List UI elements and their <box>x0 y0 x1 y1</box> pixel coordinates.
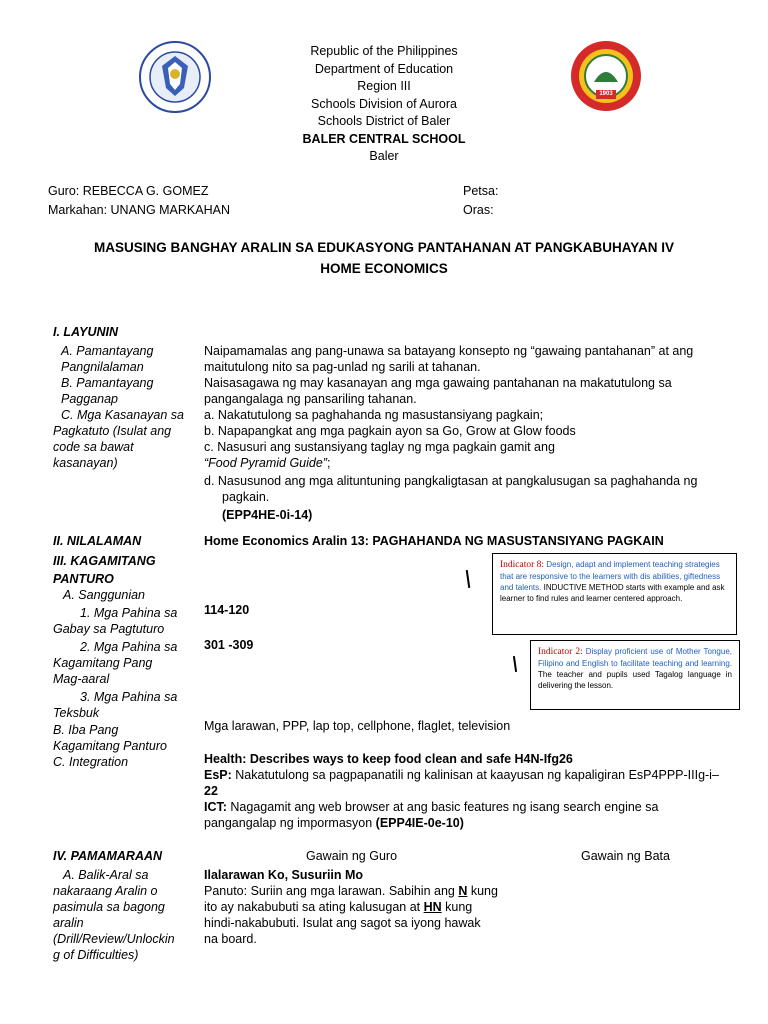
indicator-8-desc: Design, adapt and implement teaching strategies that are responsive to the learners with dis abilities, giftedness and talents. <box>500 560 721 592</box>
section-layunin: I. LAYUNIN <box>53 325 119 339</box>
activity-text: na board. <box>204 932 257 946</box>
label-teksbuk: Teksbuk <box>53 706 100 720</box>
label-integration: C. Integration <box>53 755 129 769</box>
label-b: Pagganap <box>61 392 119 406</box>
kasanayan-b: b. Napapangkat ang mga pagkain ayon sa Go, Grow at Glow foods <box>204 424 576 438</box>
label-c: kasanayan) <box>53 456 118 470</box>
label-balik-aral: g of Difficulties) <box>53 948 139 962</box>
guro-header: Gawain ng Guro <box>306 849 398 863</box>
kasanayan-d: d. Nasusunod ang mga alituntuning pangkaligtasan at pangkalusugan sa paghahanda ng <box>204 474 698 488</box>
label-c: C. Mga Kasanayan sa <box>61 408 184 422</box>
activity-text: Panuto: Suriin ang mga larawan. Sabihin ang <box>204 884 459 898</box>
label-a: A. Pamantayang <box>61 344 154 358</box>
indicator-2-label: Indicator 2: <box>538 647 583 657</box>
kagamitan-labels <box>53 587 203 770</box>
kasanayan-c-guide: “Food Pyramid Guide” <box>204 456 327 470</box>
layunin-labels <box>53 343 203 471</box>
label-balik-aral: A. Balik-Aral sa <box>63 868 149 882</box>
oras-field: Oras: <box>463 203 494 217</box>
label-gabay: Gabay sa Pagtuturo <box>53 622 165 636</box>
header-line: Schools Division of Aurora <box>311 96 457 111</box>
pamantayang-pangnilalaman: Naipamamalas ang pang-unawa sa batayang konsepto ng “gawaing pantahanan” at ang <box>204 344 694 358</box>
label-c: Pagkatuto (Isulat ang <box>53 424 172 438</box>
indicator-8-label: Indicator 8: <box>500 560 545 570</box>
ict-code: (EPP4IE-0e-10) <box>375 816 464 830</box>
seal-year: 1903 <box>599 91 613 97</box>
title-line-1: MASUSING BANGHAY ARALIN SA EDUKASYONG PANTAHANAN AT PANGKABUHAYAN IV <box>93 240 675 255</box>
document-title <box>40 237 728 279</box>
school-header <box>234 43 534 166</box>
label-c: code sa bawat <box>53 440 134 454</box>
label-kagamitan: Mag-aaral <box>53 672 110 686</box>
header-line: Region III <box>357 79 411 93</box>
label-sanggunian: A. Sanggunian <box>63 588 146 602</box>
header-line: Baler <box>369 149 399 163</box>
markahan-field: Markahan: UNANG MARKAHAN <box>48 203 230 217</box>
deped-seal <box>138 40 212 114</box>
label-a: Pangnilalaman <box>61 360 144 374</box>
section-kagamitan <box>53 552 156 588</box>
label-teksbuk: 3. Mga Pahina sa <box>80 690 178 704</box>
activity-text: kung <box>467 884 498 898</box>
header-line: BALER CENTRAL SCHOOL <box>302 131 466 146</box>
activity-text: ito ay nakabubuti sa ating kalusugan at <box>204 900 424 914</box>
indicator-2-desc: Display proficient use of Mother Tongue, Filipino and English to facilitate teaching and learning. <box>538 647 732 668</box>
kasanayan-c: c. Nasusuri ang sustansiyang taglay ng mga pagkain gamit ang <box>204 440 555 454</box>
kasanayan-c-end: ; <box>326 456 331 470</box>
guro-field: Guro: REBECCA G. GOMEZ <box>48 184 209 198</box>
indicator-2-note: The teacher and pupils used Tagalog language in delivering the lesson. <box>538 670 732 690</box>
ict-text: Nagagamit ang web browser at ang basic features ng isang search engine sa <box>226 800 659 814</box>
label-kagamitan: Kagamitang Pang <box>53 656 153 670</box>
nilalaman-content: Home Economics Aralin 13: PAGHAHANDA NG MASUSTANSIYANG PAGKAIN <box>204 534 664 548</box>
label-balik-aral: aralin <box>53 916 84 930</box>
label-iba: B. Iba Pang <box>53 723 119 737</box>
kasanayan-d: pagkain. <box>222 490 270 504</box>
balik-aral-labels <box>53 867 203 963</box>
label-balik-aral: pasimula sa bagong <box>53 900 165 914</box>
petsa-field: Petsa: <box>463 184 499 198</box>
header-line: Republic of the Philippines <box>310 44 458 58</box>
esp-text: 22 <box>204 784 218 798</box>
label-gabay: 1. Mga Pahina sa <box>80 606 178 620</box>
kagamitan-line: PANTURO <box>53 572 114 586</box>
label-balik-aral: nakaraang Aralin o <box>53 884 158 898</box>
layunin-content <box>204 343 739 523</box>
health-text: Describes ways to keep food clean and safe H4N-Ifg26 <box>246 752 573 766</box>
pamantayang-pagganap: Naisasagawa ng may kasanayan ang mga gawaing pantahanan na makatutulong sa <box>204 376 672 390</box>
bata-header: Gawain ng Bata <box>581 849 670 863</box>
code: (EPP4HE-0i-14) <box>222 508 313 522</box>
kagamitan-pages: 301 -309 <box>204 638 254 652</box>
ict-label: ICT: <box>204 800 227 814</box>
activity-text: hindi-nakabubuti. Isulat ang sagot sa iyong hawak <box>204 916 481 930</box>
school-seal <box>570 40 642 112</box>
kasanayan-a: a. Nakatutulong sa paghahanda ng masustansiyang pagkain; <box>204 408 544 422</box>
integration-content <box>204 751 739 831</box>
header-line: Department of Education <box>314 61 454 76</box>
pamantayang-pangnilalaman: maitutulong nito sa pag-unlad ng sarili at tahanan. <box>204 360 481 374</box>
pen-mark <box>466 570 470 588</box>
answer-hn: HN <box>423 900 442 914</box>
guro-activity <box>204 867 524 947</box>
section-nilalaman: II. NILALAMAN <box>53 534 142 548</box>
health-label: Health: <box>204 752 247 766</box>
title-line-2: HOME ECONOMICS <box>320 261 448 276</box>
pamantayang-pagganap: pangangalaga ng pansariling tahanan. <box>204 392 417 406</box>
indicator-8-box <box>492 553 737 635</box>
indicator-2-box <box>530 640 740 710</box>
activity-title: Ilalarawan Ko, Susuriin Mo <box>204 868 364 882</box>
pen-mark <box>513 656 517 672</box>
label-b: B. Pamantayang <box>61 376 154 390</box>
activity-text: kung <box>441 900 473 914</box>
indicator-8-note: INDUCTIVE METHOD starts with example and ask learner to find rules and learner centered approach. <box>500 583 725 603</box>
section-pamamaraan: IV. PAMAMARAAN <box>53 849 163 863</box>
label-kagamitan: 2. Mga Pahina sa <box>80 640 178 654</box>
label-balik-aral: (Drill/Review/Unlockin <box>53 932 175 946</box>
answer-n: N <box>458 884 468 898</box>
esp-label: EsP: <box>204 768 232 782</box>
kagamitan-line: III. KAGAMITANG <box>53 554 156 568</box>
gabay-pages: 114-120 <box>204 603 250 617</box>
esp-text: Nakatutulong sa pagpapanatili ng kalinisan at kaayusan ng kapaligiran EsP4PPP-IIIg-i– <box>231 768 719 782</box>
iba-pang-kagamitan: Mga larawan, PPP, lap top, cellphone, flaglet, television <box>204 719 511 733</box>
label-iba: Kagamitang Panturo <box>53 739 167 753</box>
ict-text: pangangalap ng impormasyon <box>204 816 376 830</box>
header-line: Schools District of Baler <box>317 114 451 128</box>
